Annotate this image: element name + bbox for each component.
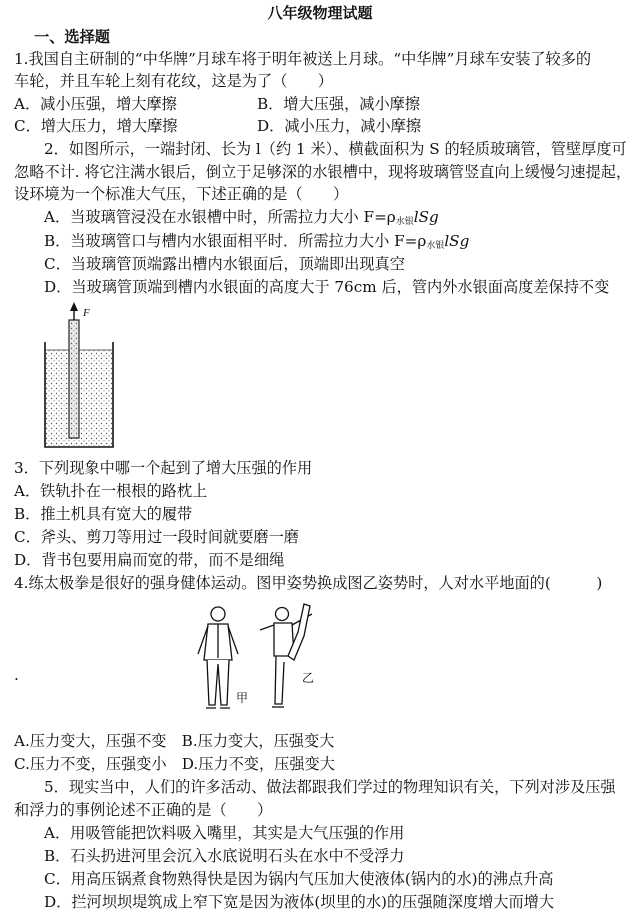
q3-stem: 3．下列现象中哪一个起到了增大压强的作用 bbox=[14, 459, 313, 477]
q3-option-a: A．铁轨扑在一根根的路枕上 bbox=[14, 482, 208, 500]
force-label: F bbox=[83, 307, 90, 319]
q1-stem-line1: 1.我国自主研制的“中华牌”月球车将于明年被送上月球。“中华牌”月球车安装了较多的 bbox=[14, 50, 592, 68]
stray-dot: . bbox=[14, 666, 19, 684]
q4-options-row1: A.压力变大，压强不变 B.压力变大，压强变大 bbox=[14, 732, 335, 750]
q5-stem-line2: 和浮力的事例论述不正确的是（ ） bbox=[14, 801, 273, 819]
q1-stem-line2: 车轮，并且车轮上刻有花纹，这是为了（ ） bbox=[14, 72, 333, 90]
q4-stem: 4.练太极拳是很好的强身健体运动。图甲姿势换成图乙姿势时，人对水平地面的( ) bbox=[14, 574, 603, 592]
q5-option-b: B．石头扔进河里会沉入水底说明石头在水中不受浮力 bbox=[44, 847, 405, 865]
q2-option-a: A．当玻璃管浸没在水银槽中时，所需拉力大小 $F=\rho_{水银}lSg$ bbox=[44, 208, 439, 227]
q2-stem-line3: 设环境为一个标准大气压，下述正确的是（ ） bbox=[14, 185, 349, 203]
q1-option-d: D．减小压力，减小摩擦 bbox=[257, 117, 422, 135]
figure-yi-person bbox=[260, 604, 315, 707]
q2-option-c: C．当玻璃管顶端露出槽内水银面后，顶端即出现真空 bbox=[44, 255, 405, 273]
label-yi: 乙 bbox=[302, 671, 315, 685]
figure-jia-person bbox=[198, 607, 238, 708]
q5-option-c: C．用高压锅煮食物熟得快是因为锅内气压加大使液体(锅内的水)的沸点升高 bbox=[44, 870, 554, 888]
q2-option-b: B．当玻璃管口与槽内水银面相平时．所需拉力大小 $F=\rho_{水银}lSg$ bbox=[44, 232, 470, 251]
q1-option-b: B．增大压强，减小摩擦 bbox=[257, 95, 421, 113]
q1-option-c: C．增大压力，增大摩擦 bbox=[14, 117, 178, 135]
q3-option-c: C．斧头、剪刀等用过一段时间就要磨一磨 bbox=[14, 528, 299, 546]
q5-stem-line1: 5．现实当中，人们的许多活动、做法都跟我们学过的物理知识有关，下列对涉及压强 bbox=[44, 778, 616, 796]
q3-option-d: D．背书包要用扁而宽的带，而不是细绳 bbox=[14, 551, 285, 569]
tube-in-trough-figure bbox=[40, 302, 120, 452]
label-jia: 甲 bbox=[236, 691, 249, 705]
q5-option-a: A．用吸管能把饮料吸入嘴里，其实是大气压强的作用 bbox=[44, 824, 405, 842]
page-title: 八年级物理试题 bbox=[267, 4, 373, 22]
section-heading: 一、选择题 bbox=[34, 28, 110, 46]
q2-option-d: D．当玻璃管顶端到槽内水银面的高度大于 76cm 后，管内外水银面高度差保持不变 bbox=[44, 278, 610, 296]
taichi-postures-figure bbox=[180, 600, 330, 720]
q3-option-b: B．推土机具有宽大的履带 bbox=[14, 505, 193, 523]
q2-stem-line2: 忽略不计. 将它注满水银后，倒立于足够深的水银槽中，现将玻璃管竖直向上缓慢匀速提起， bbox=[14, 163, 632, 181]
q4-options-row2: C.压力不变，压强变小 D.压力不变，压强变大 bbox=[14, 755, 335, 773]
q1-option-a: A．减小压强，增大摩擦 bbox=[14, 95, 177, 113]
q5-option-d: D．拦河坝坝堤筑成上窄下宽是因为液体(坝里的水)的压强随深度增大而增大 bbox=[44, 893, 555, 911]
q2-stem-line1: 2．如图所示，一端封闭、长为 l（约 1 米）、横截面积为 S 的轻质玻璃管，管壁厚度可 bbox=[44, 140, 627, 158]
